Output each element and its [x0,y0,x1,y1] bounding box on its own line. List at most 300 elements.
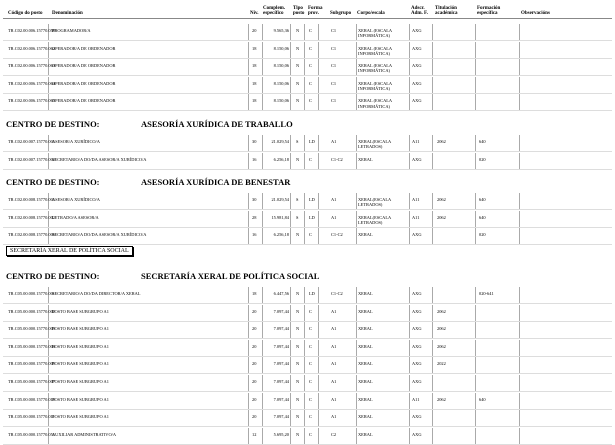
column-divider [248,135,249,152]
cell-formacion: 640 [479,396,486,402]
column-divider [290,428,291,445]
cell-tipo: N [296,308,300,314]
cell-denominacion: OPERADOR/A DE ORDENADOR [52,98,116,104]
cell-corpo: XERAL [358,308,373,314]
cell-tipo: S [296,139,299,144]
column-divider [318,305,319,322]
cell-corpo: XERAL(ESCALA LETRADOS) [358,139,391,150]
cell-forma: C [309,63,312,69]
column-divider [262,287,263,304]
header-forma-bottom: prov. [308,11,319,16]
column-divider [409,340,410,357]
column-divider [304,287,305,304]
cell-subgrupo: A1 [331,343,337,349]
column-divider [290,393,291,410]
column-divider [290,153,291,170]
cell-tipo: N [296,63,300,69]
column-divider [304,410,305,427]
cell-nivel: 18 [252,98,257,104]
cell-adscr: AXG [412,361,422,367]
cell-nivel: 20 [252,414,257,420]
header-formacion-top: Formación [477,6,501,11]
cell-subgrupo: C1-C2 [331,232,343,238]
cell-nivel: 18 [252,63,257,69]
cell-adscr: AXG [412,326,422,332]
column-divider [475,287,476,304]
cell-adscr: A11 [412,139,420,144]
column-divider [262,428,263,445]
column-divider [519,428,520,445]
header-adscr-bottom: Adm. F. [411,11,428,16]
cell-subgrupo: C1 [331,63,337,69]
column-divider [318,24,319,41]
column-divider [262,211,263,228]
table-row [0,77,615,94]
cell-tipo: N [296,80,300,86]
cell-complemento: 7.097,44 [273,396,289,402]
cell-denominacion: LETRADO/A ASESOR/A [52,214,99,220]
column-divider [409,287,410,304]
table-row [0,59,615,76]
column-divider [409,375,410,392]
column-divider [304,94,305,111]
column-divider [262,410,263,427]
section-name: SECRETARÍA XERAL DE POLÍTICA SOCIAL [141,271,320,281]
column-divider [318,287,319,304]
cell-tipo: N [296,396,300,402]
column-divider [356,375,357,392]
column-divider [262,94,263,111]
column-divider [318,393,319,410]
section-label: CENTRO DE DESTINO: [6,177,100,188]
cell-codigo: TR.C02.00.007.15770.001 [8,139,55,144]
cell-formacion: 020-641 [479,291,494,296]
column-divider [290,340,291,357]
column-divider [475,340,476,357]
cell-adscr: AXG [412,63,422,69]
column-divider [248,211,249,228]
header-formacion-bottom: específica [477,11,498,16]
column-divider [318,42,319,59]
cell-complemento: 7.097,44 [273,308,289,314]
header-subgrupo: Subgrupo [330,11,352,16]
column-divider [409,42,410,59]
column-divider [409,135,410,152]
column-divider [318,410,319,427]
column-divider [356,211,357,228]
column-divider [475,393,476,410]
cell-corpo: XERAL(ESCALA LETRADOS) [358,197,391,208]
cell-corpo: XERAL [358,291,373,296]
cell-adscr: A11 [412,214,420,220]
column-divider [262,193,263,210]
cell-subgrupo: C1-C2 [331,291,343,296]
cell-forma: LD [309,291,315,296]
column-divider [356,410,357,427]
cell-corpo: XERAL [358,361,373,367]
column-divider [519,59,520,76]
column-divider [304,211,305,228]
cell-nivel: 18 [252,291,257,296]
cell-tipo: S [296,214,299,220]
column-divider [519,287,520,304]
column-divider [290,42,291,59]
table-row [0,287,615,304]
cell-subgrupo: A1 [331,326,337,332]
column-divider [356,305,357,322]
column-divider [248,340,249,357]
column-divider [475,59,476,76]
column-divider [432,228,433,245]
cell-forma: C [309,431,312,437]
column-divider [248,42,249,59]
column-divider [432,393,433,410]
column-divider [475,135,476,152]
cell-denominacion: SECRETARIO/A DO/DA DIRECTOR/A XERAL [52,291,141,296]
column-divider [262,24,263,41]
column-divider [356,287,357,304]
column-divider [519,211,520,228]
header-titulacion-top: Titulación [435,6,457,11]
column-divider [262,42,263,59]
cell-forma: LD [309,197,315,203]
cell-titulacion: 2062 [437,139,446,144]
cell-titulacion: 2062 [437,197,446,203]
directorate-title: SECRETARÍA XERAL DE POLÍTICA SOCIAL [6,246,133,256]
column-divider [290,77,291,94]
cell-subgrupo: A1 [331,214,337,220]
cell-subgrupo: A1 [331,197,337,203]
column-divider [262,393,263,410]
column-divider [262,375,263,392]
header-observacions: Observacións [521,11,550,16]
cell-tipo: N [296,98,300,104]
cell-subgrupo: A1 [331,414,337,420]
column-divider [290,375,291,392]
column-divider [432,375,433,392]
column-divider [519,135,520,152]
cell-adscr: AXG [412,45,422,51]
cell-adscr: AXG [412,343,422,349]
cell-corpo: XERAL [358,379,373,384]
table-row [0,340,615,357]
cell-subgrupo: C1 [331,80,337,86]
column-divider [248,193,249,210]
column-divider [318,357,319,374]
column-divider [432,340,433,357]
table-row [0,135,615,152]
cell-complemento: 8.150,06 [273,80,289,86]
column-divider [409,24,410,41]
column-divider [248,24,249,41]
cell-complemento: 6.256,18 [273,232,289,238]
table-row [0,357,615,374]
column-divider [432,287,433,304]
column-divider [290,211,291,228]
column-divider [409,77,410,94]
column-divider [248,305,249,322]
cell-forma: C [309,343,312,349]
column-divider [432,135,433,152]
cell-denominacion: POSTO BASE SUBGRUPO A1 [52,361,109,367]
column-divider [304,375,305,392]
header-codigo: Código do posto [8,11,43,16]
cell-codigo: TR.C05.00.000.15770.011 [8,414,55,420]
column-divider [318,228,319,245]
cell-nivel: 30 [252,197,257,203]
column-divider [409,357,410,374]
table-row [0,94,615,111]
column-divider [475,410,476,427]
cell-denominacion: PROGRAMADOR/A [52,28,91,33]
cell-forma: C [309,98,312,104]
table-row [0,193,615,210]
cell-titulacion: 2022 [437,361,446,367]
column-divider [356,340,357,357]
cell-subgrupo: C2 [331,431,337,437]
column-divider [519,375,520,392]
cell-denominacion: OPERADOR/A DE ORDENADOR [52,80,116,86]
table-row [0,375,615,392]
column-divider [475,77,476,94]
column-divider [262,77,263,94]
cell-tipo: N [296,343,300,349]
cell-complemento: 8.150,06 [273,98,289,104]
column-divider [248,393,249,410]
cell-subgrupo: C1 [331,98,337,104]
cell-corpo: XERAL [358,232,373,238]
column-divider [318,135,319,152]
column-divider [356,42,357,59]
cell-complemento: 6.447,56 [273,291,289,296]
column-divider [409,193,410,210]
cell-forma: LD [309,139,315,144]
cell-subgrupo: A1 [331,396,337,402]
cell-corpo: XERAL (ESCALA INFORMÁTICA) [358,45,392,56]
cell-adscr: AXG [412,308,422,314]
column-divider [409,393,410,410]
cell-corpo: XERAL (ESCALA INFORMÁTICA) [358,63,392,74]
table-row [0,410,615,427]
cell-nivel: 20 [252,343,257,349]
column-divider [304,393,305,410]
cell-nivel: 20 [252,396,257,402]
section-heading [6,177,290,187]
section-name: ASESORÍA XURÍDICA DE TRABALLO [141,119,293,129]
cell-tipo: N [296,291,300,296]
column-divider [356,135,357,152]
column-divider [290,305,291,322]
column-divider [318,322,319,339]
cell-forma: C [309,28,312,33]
cell-corpo: XERAL [358,343,373,349]
table-row [0,428,615,445]
cell-tipo: N [296,326,300,332]
cell-forma: C [309,326,312,332]
column-divider [318,153,319,170]
column-divider [356,77,357,94]
column-divider [432,153,433,170]
column-divider [475,153,476,170]
column-divider [304,322,305,339]
column-divider [475,305,476,322]
cell-forma: C [309,80,312,86]
cell-forma: C [309,45,312,51]
column-divider [519,193,520,210]
column-divider [248,322,249,339]
column-divider [262,59,263,76]
column-divider [318,375,319,392]
cell-adscr: AXG [412,156,422,162]
header-forma-top: Forma [308,6,323,11]
cell-nivel: 18 [252,80,257,86]
column-divider [318,211,319,228]
column-divider [519,305,520,322]
cell-tipo: N [296,431,300,437]
cell-subgrupo: A1 [331,379,337,384]
column-divider [432,322,433,339]
cell-codigo: TR.C02.00.008.15770.002 [8,214,55,220]
header-nivel: Nív. [250,11,259,16]
cell-forma: C [309,396,312,402]
cell-titulacion: 2062 [437,326,446,332]
column-divider [318,428,319,445]
cell-formacion: 020 [479,156,486,162]
column-divider [519,228,520,245]
cell-nivel: 20 [252,361,257,367]
column-divider [432,211,433,228]
cell-nivel: 28 [252,214,257,220]
section-label: CENTRO DE DESTINO: [6,271,100,281]
cell-titulacion: 2062 [437,308,446,314]
cell-adscr: AXG [412,414,422,420]
cell-tipo: N [296,45,300,51]
column-divider [304,357,305,374]
column-divider [356,94,357,111]
column-divider [519,24,520,41]
cell-codigo: TR.C05.00.000.15770.051 [8,431,55,437]
table-row [0,211,615,228]
column-divider [409,322,410,339]
cell-nivel: 20 [252,326,257,332]
cell-adscr: AXG [412,291,422,296]
cell-forma: C [309,379,312,384]
cell-adscr: AXG [412,80,422,86]
column-divider [290,410,291,427]
column-divider [262,228,263,245]
column-divider [304,153,305,170]
cell-subgrupo: A1 [331,361,337,367]
section-label: CENTRO DE DESTINO: [6,119,100,129]
cell-denominacion: ASESOR/A XURÍDICO/A [52,197,100,203]
section-name: ASESORÍA XURÍDICA DE BENESTAR [141,177,291,188]
cell-codigo: TR.C02.00.007.15770.002 [8,156,55,162]
cell-titulacion: 2062 [437,214,446,220]
cell-nivel: 20 [252,28,257,33]
cell-denominacion: POSTO BASE SUBGRUPO A1 [52,326,109,332]
cell-forma: LD [309,214,315,220]
cell-complemento: 5.695,20 [273,431,289,437]
cell-denominacion: AUXILIAR ADMINISTRATIVO/A [52,431,117,437]
cell-subgrupo: C1 [331,45,337,51]
cell-codigo: TR.C05.00.000.15770.001 [8,291,55,296]
table-row [0,42,615,59]
column-divider [304,42,305,59]
table-row [0,228,615,245]
column-divider [262,357,263,374]
header-tipo-top: Tipo [293,6,303,11]
header-divider [3,18,612,19]
cell-corpo: XERAL [358,156,373,162]
header-tipo-bottom: posto [293,11,305,16]
cell-adscr: AXG [412,232,422,238]
cell-complemento: 21.029,54 [271,197,289,203]
column-divider [290,135,291,152]
cell-denominacion: POSTO BASE SUBGRUPO A1 [52,379,109,384]
header-corpo: Corpo/escala [357,11,385,16]
column-divider [248,428,249,445]
cell-tipo: N [296,379,300,384]
row-divider [3,110,612,111]
column-divider [304,228,305,245]
column-divider [304,59,305,76]
column-divider [248,94,249,111]
column-divider [432,357,433,374]
cell-codigo: TR.C02.00.006.15770.058 [8,28,55,33]
column-divider [262,153,263,170]
cell-formacion: 640 [479,139,486,144]
cell-codigo: TR.C02.00.006.15770.064 [8,80,55,86]
cell-codigo: TR.C02.00.006.15770.062 [8,45,55,51]
cell-complemento: 7.097,44 [273,361,289,367]
section-heading [6,119,293,129]
column-divider [318,77,319,94]
cell-tipo: N [296,232,300,238]
column-divider [356,193,357,210]
column-divider [519,153,520,170]
row-divider [3,169,612,170]
cell-complemento: 7.097,44 [273,326,289,332]
table-row [0,153,615,170]
column-divider [432,193,433,210]
cell-denominacion: ASESOR/A XURÍDICO/A [52,139,100,144]
section-heading [6,271,319,281]
column-divider [475,211,476,228]
cell-complemento: 7.097,44 [273,343,289,349]
cell-codigo: TR.C05.00.000.15770.004 [8,343,55,349]
column-divider [290,228,291,245]
column-divider [356,24,357,41]
cell-codigo: TR.C05.00.000.15770.010 [8,396,55,402]
column-divider [475,228,476,245]
column-divider [248,228,249,245]
cell-codigo: TR.C02.00.008.15770.001 [8,197,55,203]
column-divider [409,94,410,111]
table-row [0,393,615,410]
cell-codigo: TR.C02.00.006.15770.065 [8,98,55,104]
cell-denominacion: SECRETARIO/A DO/DA ASESOR/A XURÍDICO/A [52,232,147,238]
cell-nivel: 16 [252,156,257,162]
cell-codigo: TR.C05.00.000.15770.002 [8,308,55,314]
column-divider [290,59,291,76]
column-divider [290,193,291,210]
cell-nivel: 30 [252,139,257,144]
column-divider [290,357,291,374]
column-divider [519,393,520,410]
cell-complemento: 7.097,44 [273,414,289,420]
header-titulacion-bottom: académica [435,11,458,16]
cell-codigo: TR.C02.00.006.15770.063 [8,63,55,69]
